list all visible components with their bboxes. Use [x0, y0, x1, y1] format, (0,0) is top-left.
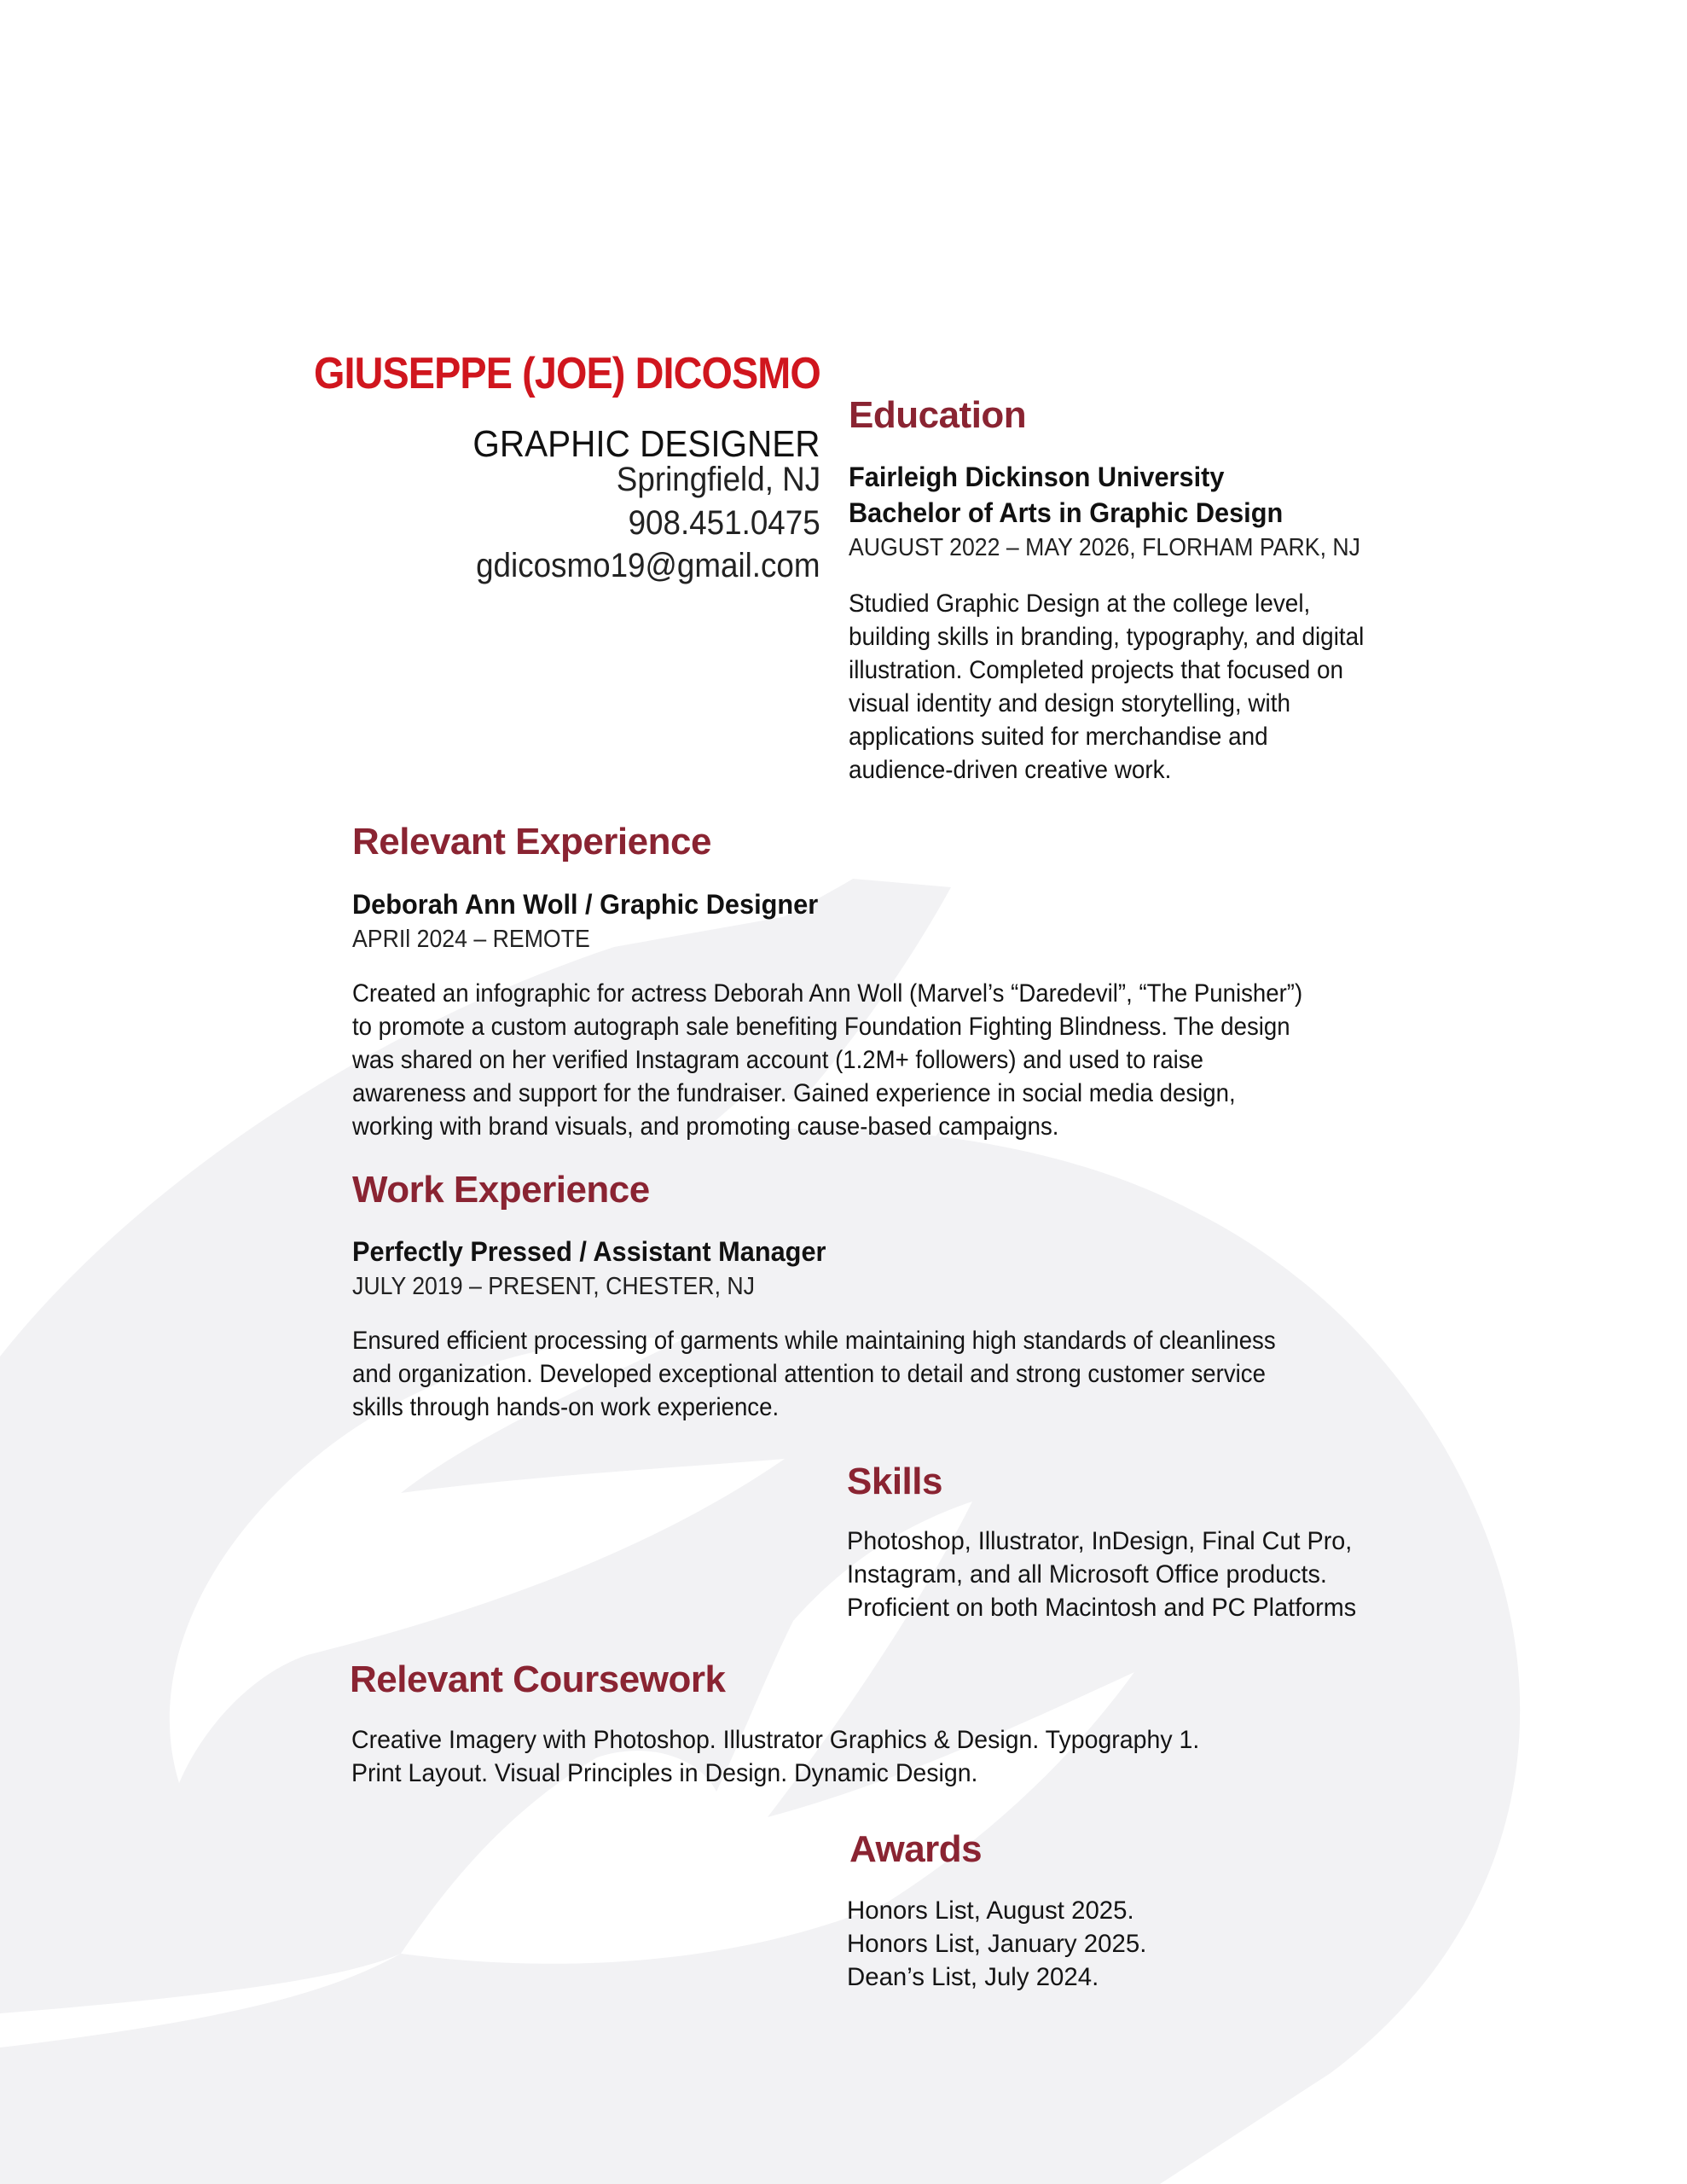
- relevant-experience-description: [352, 977, 1385, 1143]
- skills-heading: Skills: [847, 1461, 942, 1502]
- education-description-line: building skills in branding, typography, and digital: [849, 623, 1365, 651]
- education-degree: Bachelor of Arts in Graphic Design: [849, 497, 1284, 528]
- relevant-experience-line: Created an infographic for actress Deborah Ann Woll (Marvel’s “Daredevil”, “The Punisher”): [352, 979, 1303, 1008]
- relevant-experience-line: was shared on her verified Instagram account (1.2M+ followers) and used to raise: [352, 1046, 1203, 1074]
- education-dates: AUGUST 2022 – MAY 2026, FLORHAM PARK, NJ: [849, 534, 1361, 561]
- phone-number: 908.451.0475: [628, 504, 820, 542]
- skills-list: [847, 1525, 1377, 1624]
- location: Springfield, NJ: [616, 461, 820, 498]
- skills-line: Instagram, and all Microsoft Office products.: [847, 1560, 1327, 1589]
- award-item: Honors List, August 2025.: [847, 1896, 1134, 1925]
- relevant-experience-dates: APRIl 2024 – REMOTE: [352, 926, 590, 953]
- relevant-experience-line: working with brand visuals, and promoting cause-based campaigns.: [352, 1112, 1059, 1141]
- awards-list: [847, 1894, 1153, 1994]
- work-experience-line: Ensured efficient processing of garments while maintaining high standards of cleanliness: [352, 1327, 1276, 1355]
- work-experience-line: and organization. Developed exceptional attention to detail and strong customer service: [352, 1360, 1266, 1388]
- coursework-line: Creative Imagery with Photoshop. Illustrator Graphics & Design. Typography 1.: [351, 1726, 1200, 1754]
- relevant-experience-line: to promote a custom autograph sale benefiting Foundation Fighting Blindness. The design: [352, 1013, 1290, 1041]
- candidate-name: GIUSEPPE (JOE) DICOSMO: [314, 349, 820, 398]
- awards-heading: Awards: [849, 1828, 983, 1870]
- work-experience-description: [352, 1324, 1356, 1424]
- relevant-experience-line: awareness and support for the fundraiser. Gained experience in social media design,: [352, 1079, 1236, 1107]
- education-school: Fairleigh Dickinson University: [849, 462, 1225, 492]
- work-experience-line: skills through hands-on work experience.: [352, 1393, 780, 1421]
- education-heading: Education: [849, 394, 1027, 436]
- coursework-line: Print Layout. Visual Principles in Design. Dynamic Design.: [351, 1759, 978, 1787]
- education-description-line: Studied Graphic Design at the college level,: [849, 590, 1311, 618]
- coursework-list: [351, 1723, 1244, 1790]
- education-description-line: applications suited for merchandise and: [849, 723, 1268, 751]
- work-experience-dates: JULY 2019 – PRESENT, CHESTER, NJ: [352, 1273, 756, 1300]
- coursework-heading: Relevant Coursework: [350, 1658, 726, 1700]
- education-description-line: audience-driven creative work.: [849, 756, 1172, 784]
- relevant-experience-heading: Relevant Experience: [352, 821, 711, 863]
- work-experience-role: Perfectly Pressed / Assistant Manager: [352, 1236, 826, 1267]
- skills-line: Photoshop, Illustrator, InDesign, Final Cut Pro,: [847, 1527, 1353, 1555]
- education-description-line: visual identity and design storytelling, with: [849, 689, 1290, 717]
- work-experience-heading: Work Experience: [352, 1169, 650, 1211]
- email-address: gdicosmo19@gmail.com: [476, 547, 820, 584]
- award-item: Honors List, January 2025.: [847, 1930, 1147, 1958]
- education-description-line: illustration. Completed projects that focused on: [849, 656, 1344, 684]
- job-title: GRAPHIC DESIGNER: [472, 423, 820, 465]
- award-item: Dean’s List, July 2024.: [847, 1963, 1099, 1991]
- skills-line: Proficient on both Macintosh and PC Platforms: [847, 1594, 1357, 1622]
- relevant-experience-role: Deborah Ann Woll / Graphic Designer: [352, 889, 819, 920]
- education-description: [849, 587, 1403, 787]
